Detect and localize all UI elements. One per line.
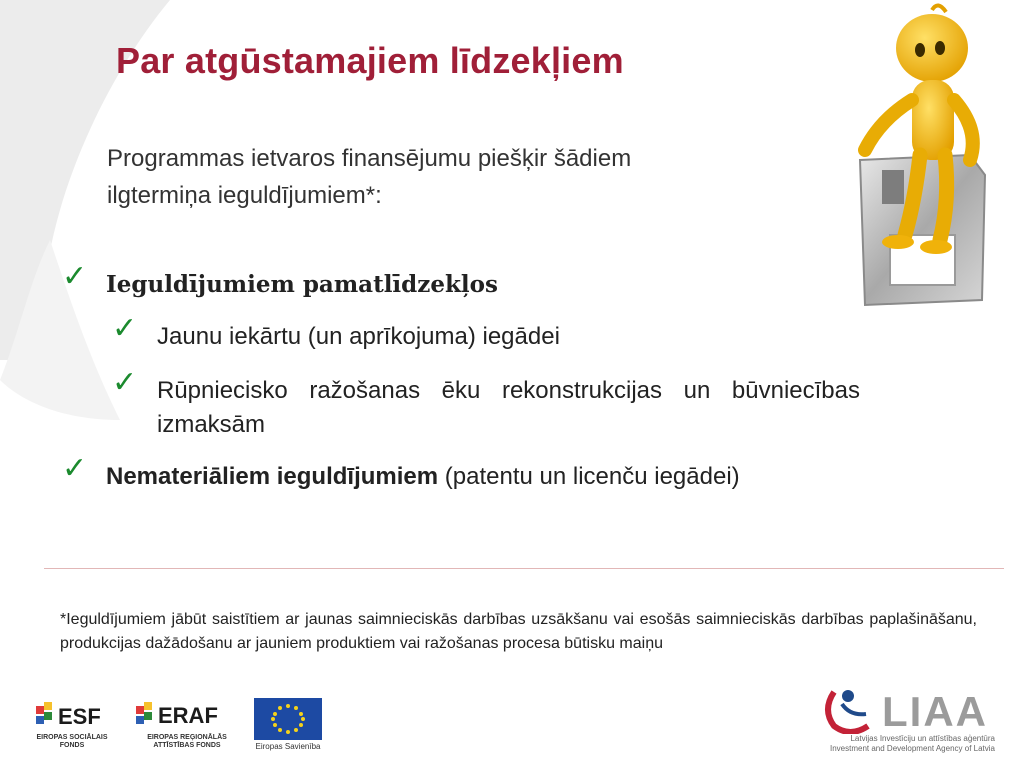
liaa-subtitle-en: Investment and Development Agency of Latvia [830, 744, 995, 753]
eu-flag-icon [254, 698, 322, 740]
eraf-logo [132, 698, 242, 754]
checkmark-icon: ✓ [62, 259, 88, 294]
liaa-subtitle-lv: Latvijas Investīciju un attīstības aģentūra [850, 734, 995, 743]
eu-logo [254, 698, 324, 754]
liaa-logo [820, 686, 995, 753]
liaa-emblem-icon [820, 686, 880, 734]
bullet-label-bold: Nemateriāliem ieguldījumiem [106, 463, 439, 490]
checkmark-icon: ✓ [112, 365, 138, 400]
eu-subtitle: Eiropas Savienība [255, 742, 321, 751]
bullet-item [106, 460, 860, 494]
checkmark-icon: ✓ [62, 451, 88, 486]
bullet-item: Rūpniecisko ražošanas ēku rekonstrukcijas un būvniecības izmaksām [157, 377, 860, 438]
footnote: *Ieguldījumiem jābūt saistītiem ar jaunas saimnieciskās darbības uzsākšanu vai esošās saimnieciskās darbības paplašināšanu, produkcijas dažādošanu ar jauniem produktiem vai ražošanas procesa būtisku maiņu [60, 611, 977, 652]
bullet-label: Ieguldījumiem pamatlīdzekļos [106, 271, 498, 298]
slide-title: Par atgūstamajiem līdzekļiem [116, 40, 624, 81]
eraf-subtitle: EIROPAS REĢIONĀLĀS ATTĪSTĪBAS FONDS [147, 734, 227, 749]
bullet-label-rest: (patentu un licenču iegādei) [438, 463, 740, 490]
liaa-wordmark: LIAA [882, 688, 988, 735]
eraf-emblem-icon [132, 698, 242, 728]
intro-line-1: Programmas ietvaros finansējumu piešķir šādiem [107, 145, 632, 172]
intro-paragraph [107, 140, 747, 214]
checkmark-icon: ✓ [112, 311, 138, 346]
liaa-subtitle [820, 734, 995, 754]
esf-emblem-icon [32, 700, 122, 730]
footnote-divider [44, 568, 1004, 569]
esf-subtitle: EIROPAS SOCIĀLAIS FONDS [36, 734, 108, 749]
bullet-item [106, 268, 860, 302]
esf-logo [32, 700, 122, 756]
esf-wordmark: ESF [58, 704, 101, 729]
intro-line-2: ilgtermiņa ieguldījumiem*: [107, 182, 382, 209]
bullet-item: Jaunu iekārtu (un aprīkojuma) iegādei [157, 323, 560, 350]
eraf-wordmark: ERAF [158, 703, 218, 728]
